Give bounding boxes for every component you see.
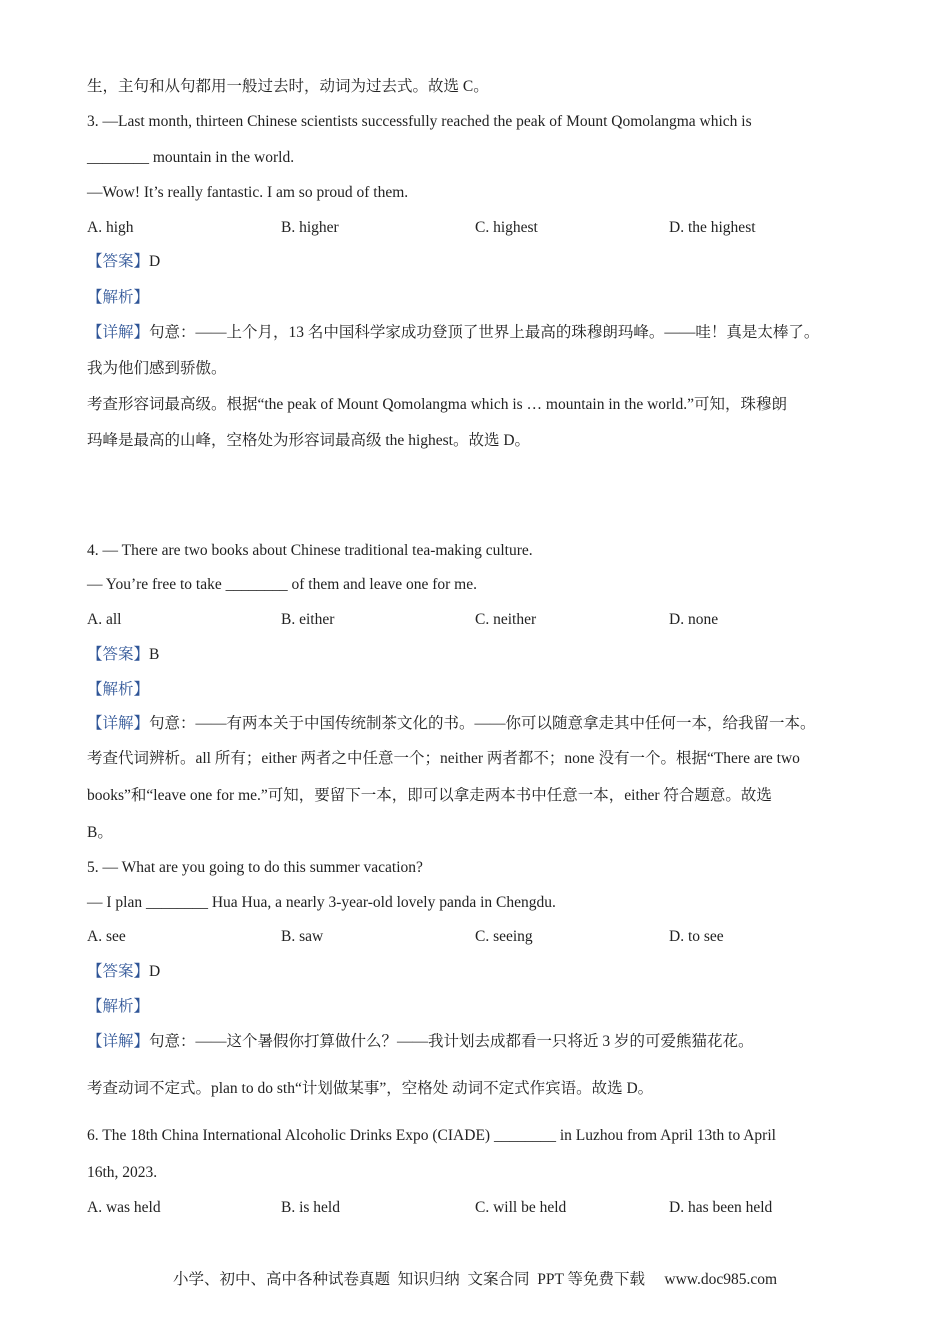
q3-option-b: B. higher [281,219,339,236]
q3-detail-line2: 我为他们感到骄傲。 [87,360,227,377]
q4-detail-text: 句意：——有两本关于中国传统制茶文化的书。——你可以随意拿走其中任何一本，给我留一本。 [149,715,816,732]
q4-detail-line4: B。 [87,824,113,841]
q4-detail-line2: 考查代词辨析。all 所有；either 两者之中任意一个；neither 两者都不；none 没有一个。根据“There are two [87,750,800,767]
q5-answer-tag: 【答案】 [87,963,150,980]
q3-option-c: C. highest [475,219,538,236]
q4-option-b: B. either [281,611,335,628]
q6-stem-line2: 16th, 2023. [87,1164,158,1181]
q5-option-c: C. seeing [475,928,533,945]
q4-option-a: A. all [87,611,122,628]
q4-answer-tag: 【答案】 [87,646,150,663]
q3-answer [87,252,160,272]
q6-stem-line1: 6. The 18th China International Alcoholic Drinks Expo (CIADE) ________ in Luzhou from April 13th to April [87,1127,776,1144]
q4-detail-line1 [87,714,816,734]
q5-detail-text: 句意：——这个暑假你打算做什么？——我计划去成都看一只将近 3 岁的可爱熊猫花花。 [149,1033,754,1050]
q3-answer-tag: 【答案】 [87,253,150,270]
q3-stem-line1: 3. —Last month, thirteen Chinese scientists successfully reached the peak of Mount Qomolangma which is [87,113,752,130]
q5-detail-line2: 考查动词不定式。plan to do sth“计划做某事”，空格处 动词不定式作宾语。故选 D。 [87,1080,654,1097]
q3-option-a: A. high [87,219,134,236]
continuation-line: 生，主句和从句都用一般过去时，动词为过去式。故选 C。 [87,78,489,95]
q6-option-d: D. has been held [669,1199,773,1216]
q4-option-d: D. none [669,611,719,628]
q3-analysis-tag: 【解析】 [87,289,150,306]
q6-option-c: C. will be held [475,1199,567,1216]
q6-option-b: B. is held [281,1199,340,1216]
q5-option-d: D. to see [669,928,724,945]
q3-detail-line1 [87,323,819,343]
q5-stem-line2: — I plan ________ Hua Hua, a nearly 3-year-old lovely panda in Chengdu. [87,894,556,911]
q4-detail-line3: books”和“leave one for me.”可知，要留下一本，即可以拿走两本书中任意一本，either 符合题意。故选 [87,787,772,804]
q4-detail-tag: 【详解】 [87,715,150,732]
q3-detail-line3: 考查形容词最高级。根据“the peak of Mount Qomolangma which is … mountain in the world.”可知，珠穆朗 [87,396,787,413]
q3-answer-value: D [149,253,161,270]
q4-stem-line1: 4. — There are two books about Chinese traditional tea-making culture. [87,542,533,559]
q5-option-b: B. saw [281,928,324,945]
q3-stem-line3: —Wow! It’s really fantastic. I am so proud of them. [87,184,409,201]
q3-option-d: D. the highest [669,219,756,236]
q3-detail-tag: 【详解】 [87,324,150,341]
q5-stem-line1: 5. — What are you going to do this summer vacation? [87,859,423,876]
q6-option-a: A. was held [87,1199,161,1216]
q5-detail-line1 [87,1032,754,1052]
q4-stem-line2: — You’re free to take ________ of them and leave one for me. [87,576,477,593]
q5-answer-value: D [149,963,161,980]
q5-analysis-tag: 【解析】 [87,998,150,1015]
q4-answer [87,645,159,665]
q4-option-c: C. neither [475,611,537,628]
q3-detail-line4: 玛峰是最高的山峰，空格处为形容词最高级 the highest。故选 D。 [87,432,531,449]
q5-answer [87,962,160,982]
q4-analysis-tag: 【解析】 [87,681,150,698]
q3-detail-text: 句意：——上个月，13 名中国科学家成功登顶了世界上最高的珠穆朗玛峰。——哇！真是太棒了。 [149,324,820,341]
q5-detail-tag: 【详解】 [87,1033,150,1050]
q4-answer-value: B [149,646,160,663]
q5-option-a: A. see [87,928,126,945]
page-footer: 小学、初中、高中各种试卷真题 知识归纳 文案合同 PPT 等免费下载 www.doc985.com [172,1271,778,1288]
q3-stem-line2: ________ mountain in the world. [87,149,295,166]
